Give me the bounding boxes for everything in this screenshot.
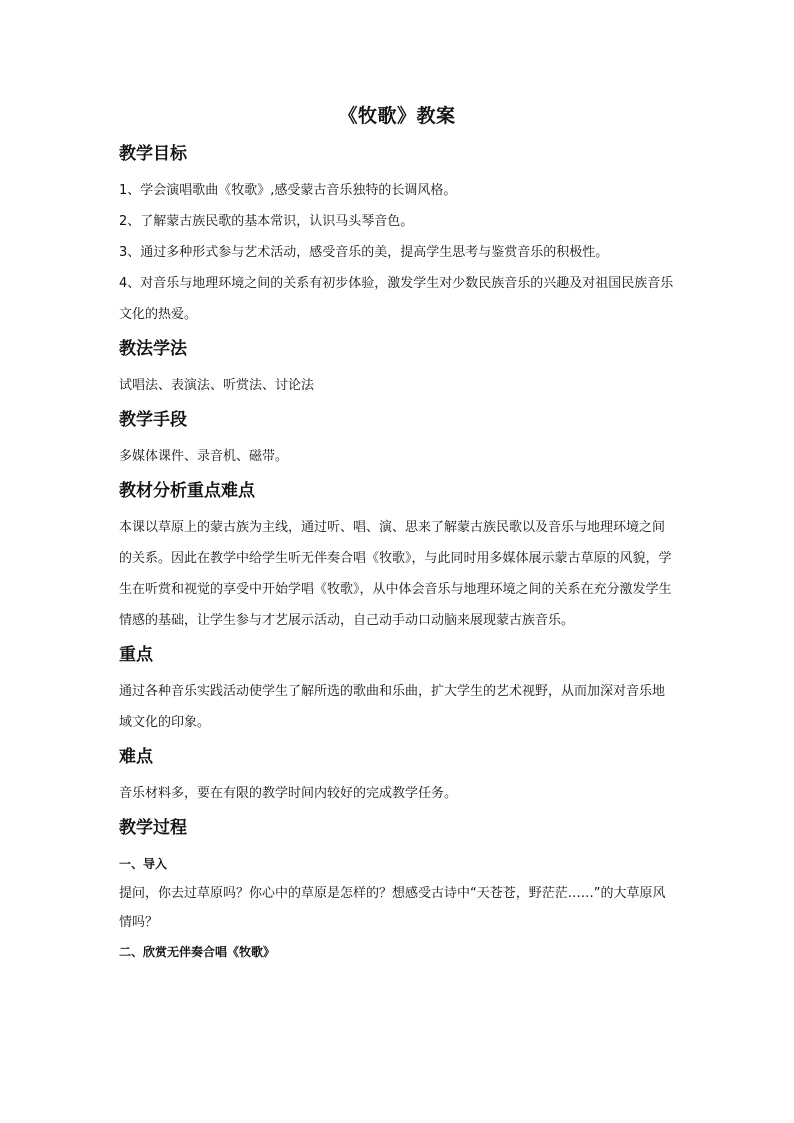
difficulty-text: 音乐材料多，要在有限的教学时间内较好的完成教学任务。: [119, 786, 458, 801]
process-step2-title: 二、欣赏无伴奏合唱《牧歌》: [119, 945, 276, 959]
methods-heading: 教法学法: [119, 339, 187, 359]
section-keypoint: [119, 642, 675, 738]
goals-heading: 教学目标: [119, 144, 187, 164]
section-analysis: [119, 478, 675, 636]
goal-item-4: 4、对音乐与地理环境之间的关系有初步体验，激发学生对少数民族音乐的兴趣及对祖国民族音乐文化的热爱。: [119, 276, 674, 322]
process-step1-title: 一、导入: [119, 857, 168, 871]
section-methods: [119, 336, 675, 401]
section-difficulty: [119, 744, 675, 809]
goal-item-3: 3、通过多种形式参与艺术活动，感受音乐的美，提高学生思考与鉴赏音乐的积极性。: [119, 245, 609, 260]
section-process: [119, 815, 675, 967]
document-title: 《牧歌》教案: [338, 105, 456, 127]
analysis-text: 本课以草原上的蒙古族为主线，通过听、唱、演、思来了解蒙古族民歌以及音乐与地理环境之间的关系。因此在教学中给学生听无伴奏合唱《牧歌》，与此同时用多媒体展示蒙古草原的风貌，学生在听赏和视觉的享受中开始学唱《牧歌》，从中体会音乐与地理环境之间的关系在充分激发学生情感的基础，让学生参与才艺展示活动，自己动手动口动脑来展现蒙古族音乐。: [119, 520, 672, 628]
process-heading: 教学过程: [119, 818, 187, 838]
keypoint-heading: 重点: [119, 645, 153, 665]
goal-item-2: 2、了解蒙古族民歌的基本常识，认识马头琴音色。: [119, 214, 414, 229]
means-heading: 教学手段: [119, 410, 187, 430]
section-means: [119, 407, 675, 472]
section-goals: [119, 141, 675, 330]
process-step1-text: 提问，你去过草原吗？你心中的草原是怎样的？想感受古诗中“天苍苍，野茫茫……”的大草原风情吗？: [119, 886, 666, 930]
keypoint-text: 通过各种音乐实践活动使学生了解所选的歌曲和乐曲，扩大学生的艺术视野，从而加深对音乐地域文化的印象。: [119, 684, 666, 730]
methods-text: 试唱法、表演法、听赏法、讨论法: [119, 378, 315, 393]
goal-item-1: 1、学会演唱歌曲《牧歌》,感受蒙古音乐独特的长调风格。: [119, 183, 457, 198]
means-text: 多媒体课件、录音机、磁带。: [119, 449, 289, 464]
document-content: [119, 100, 675, 971]
difficulty-heading: 难点: [119, 747, 153, 767]
analysis-heading: 教材分析重点难点: [119, 481, 255, 501]
